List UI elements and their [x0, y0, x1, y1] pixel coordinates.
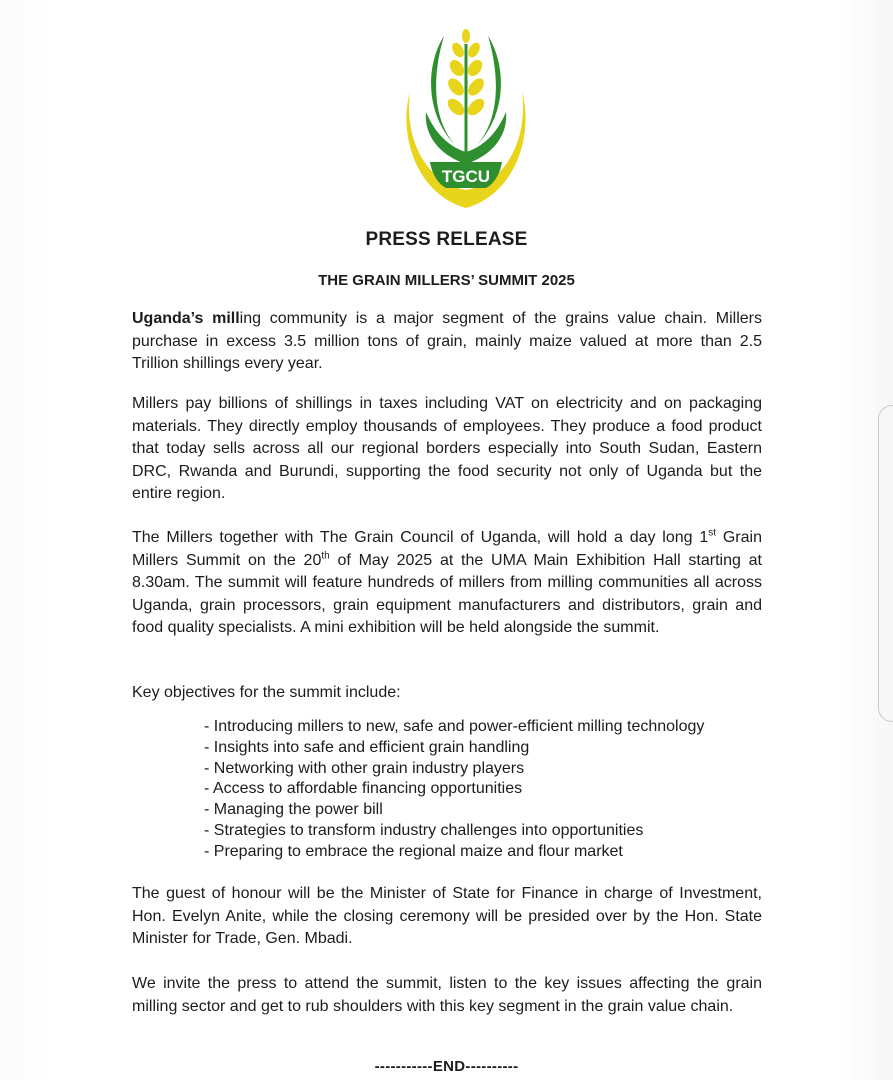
objective-item: - Access to affordable financing opportunities [204, 780, 523, 798]
objective-item: - Managing the power bill [204, 801, 383, 819]
page-title: PRESS RELEASE [365, 229, 528, 250]
summit-text-part2: Grain Millers Summit on the 20 [132, 529, 762, 569]
tgcu-logo [396, 24, 536, 214]
objective-item: - Preparing to embrace the regional maize and flour market [204, 842, 623, 860]
summit-text-part1: The Millers together with The Grain Council of Uganda, will hold a day long 1 [132, 529, 709, 546]
summit-sup-2: th [321, 550, 330, 562]
end-marker: -----------END---------- [374, 1058, 519, 1075]
objective-item: - Networking with other grain industry players [204, 759, 525, 777]
paragraph-intro [132, 308, 762, 376]
paragraph-summit-details [132, 527, 762, 640]
objectives-heading: Key objectives for the summit include: [132, 684, 401, 701]
paragraph-intro-lead: Uganda’s mill [132, 310, 240, 327]
objective-item: - Insights into safe and efficient grain handling [204, 738, 530, 756]
logo-lower-left-leaf [426, 112, 466, 164]
paragraph-invitation: We invite the press to attend the summit, listen to the key issues affecting the grain milling sector and get to rub shoulders with this key segment in the grain value chain. [132, 975, 762, 1015]
logo-stem [465, 44, 468, 162]
logo-lower-right-leaf [466, 112, 506, 164]
objective-item: - Introducing millers to new, safe and power-efficient milling technology [204, 718, 705, 735]
summit-text-part3: of May 2025 at the UMA Main Exhibition Hall starting at 8.30am. The summit will feature hundreds of millers from milling communities all across Uganda, grain processors, grain equipment manufacturers and distributors, grain and food quality specialists. A mini exhibition will be held alongside the summit. [132, 551, 763, 636]
paragraph-guests: The guest of honour will be the Minister of State for Finance in charge of Investment, Hon. Evelyn Anite, while the closing ceremony will be presided over by the Hon. State Minister for Trade, Gen. Mbadi. [132, 885, 762, 947]
paragraph-intro-text: ing community is a major segment of the grains value chain. Millers purchase in excess 3.5 million tons of grain, mainly maize valued at more than 2.5 Trillion shillings every year. [132, 310, 762, 372]
objectives-list [204, 717, 764, 863]
paragraph-taxes: Millers pay billions of shillings in taxes including VAT on electricity and on packaging materials. They directly employ thousands of employees. They produce a food product that today sells across all our regional borders especially into South Sudan, Eastern DRC, Rwanda and Burundi, supporting the food security not only of Uganda but the entire region. [132, 395, 762, 502]
objective-item: - Strategies to transform industry challenges into opportunities [204, 821, 644, 839]
summit-sup-1: st [708, 527, 717, 539]
paper-edge-artifact [878, 405, 893, 722]
logo-text: TGCU [441, 167, 491, 186]
page-subtitle: THE GRAIN MILLERS’ SUMMIT 2025 [318, 272, 575, 289]
